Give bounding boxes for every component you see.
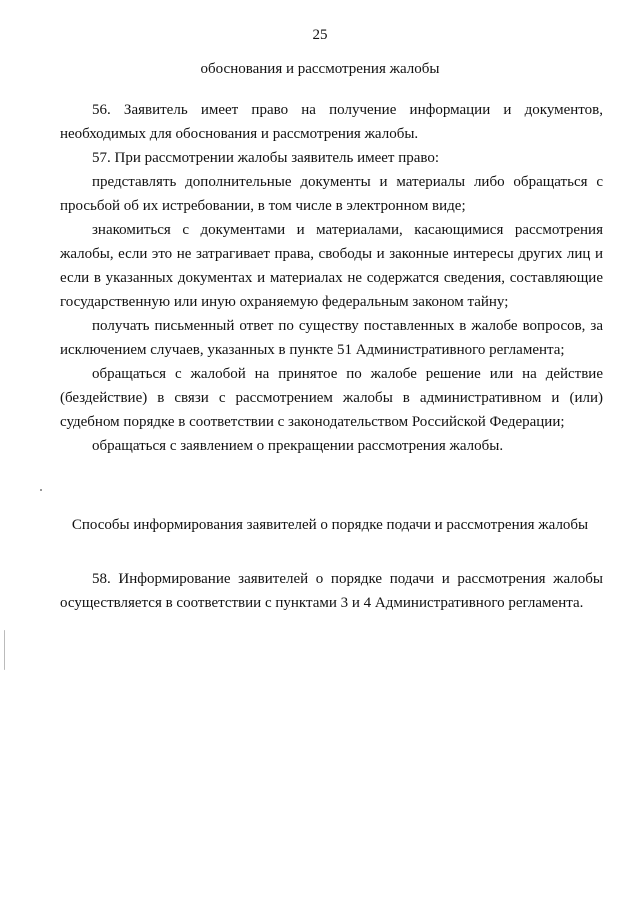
section-title: Способы информирования заявителей о порядке подачи и рассмотрения жалобы [71,517,589,533]
body-text-block-2 [60,567,603,615]
paragraph-right-4: обращаться с жалобой на принятое по жалобе решение или на действие (бездействие) в связи с рассмотрением жалобы в административном и (или) судебном порядке в соответствии с законодательством Российской Федерации; [60,366,603,430]
paragraph-right-3: получать письменный ответ по существу поставленных в жалобе вопросов, за исключением случаев, указанных в пункте 51 Административного регламента; [60,318,603,358]
scan-edge-mark [4,630,5,670]
paragraph-58: 58. Информирование заявителей о порядке подачи и рассмотрения жалобы осуществляется в соответствии с пунктами 3 и 4 Административного регламента. [60,571,603,611]
paragraph-right-2: знакомиться с документами и материалами, касающимися рассмотрения жалобы, если это не затрагивает права, свободы и законные интересы других лиц и если в указанных документах и материалах не содержатся сведения, составляющие государственную или иную охраняемую федеральным законом тайну; [60,222,603,310]
body-text-block [60,98,603,458]
paragraph-57: 57. При рассмотрении жалобы заявитель имеет право: [92,150,440,166]
scan-speck [40,489,42,491]
paragraph-right-1: представлять дополнительные документы и материалы либо обращаться с просьбой об их истребовании, в том числе в электронном виде; [60,174,603,214]
section-heading-continuation: обоснования и рассмотрения жалобы [200,61,440,77]
paragraph-56: 56. Заявитель имеет право на получение информации и документов, необходимых для обоснования и рассмотрения жалобы. [60,102,603,142]
page-number: 25 [312,27,328,43]
paragraph-right-5: обращаться с заявлением о прекращении рассмотрения жалобы. [92,438,504,454]
